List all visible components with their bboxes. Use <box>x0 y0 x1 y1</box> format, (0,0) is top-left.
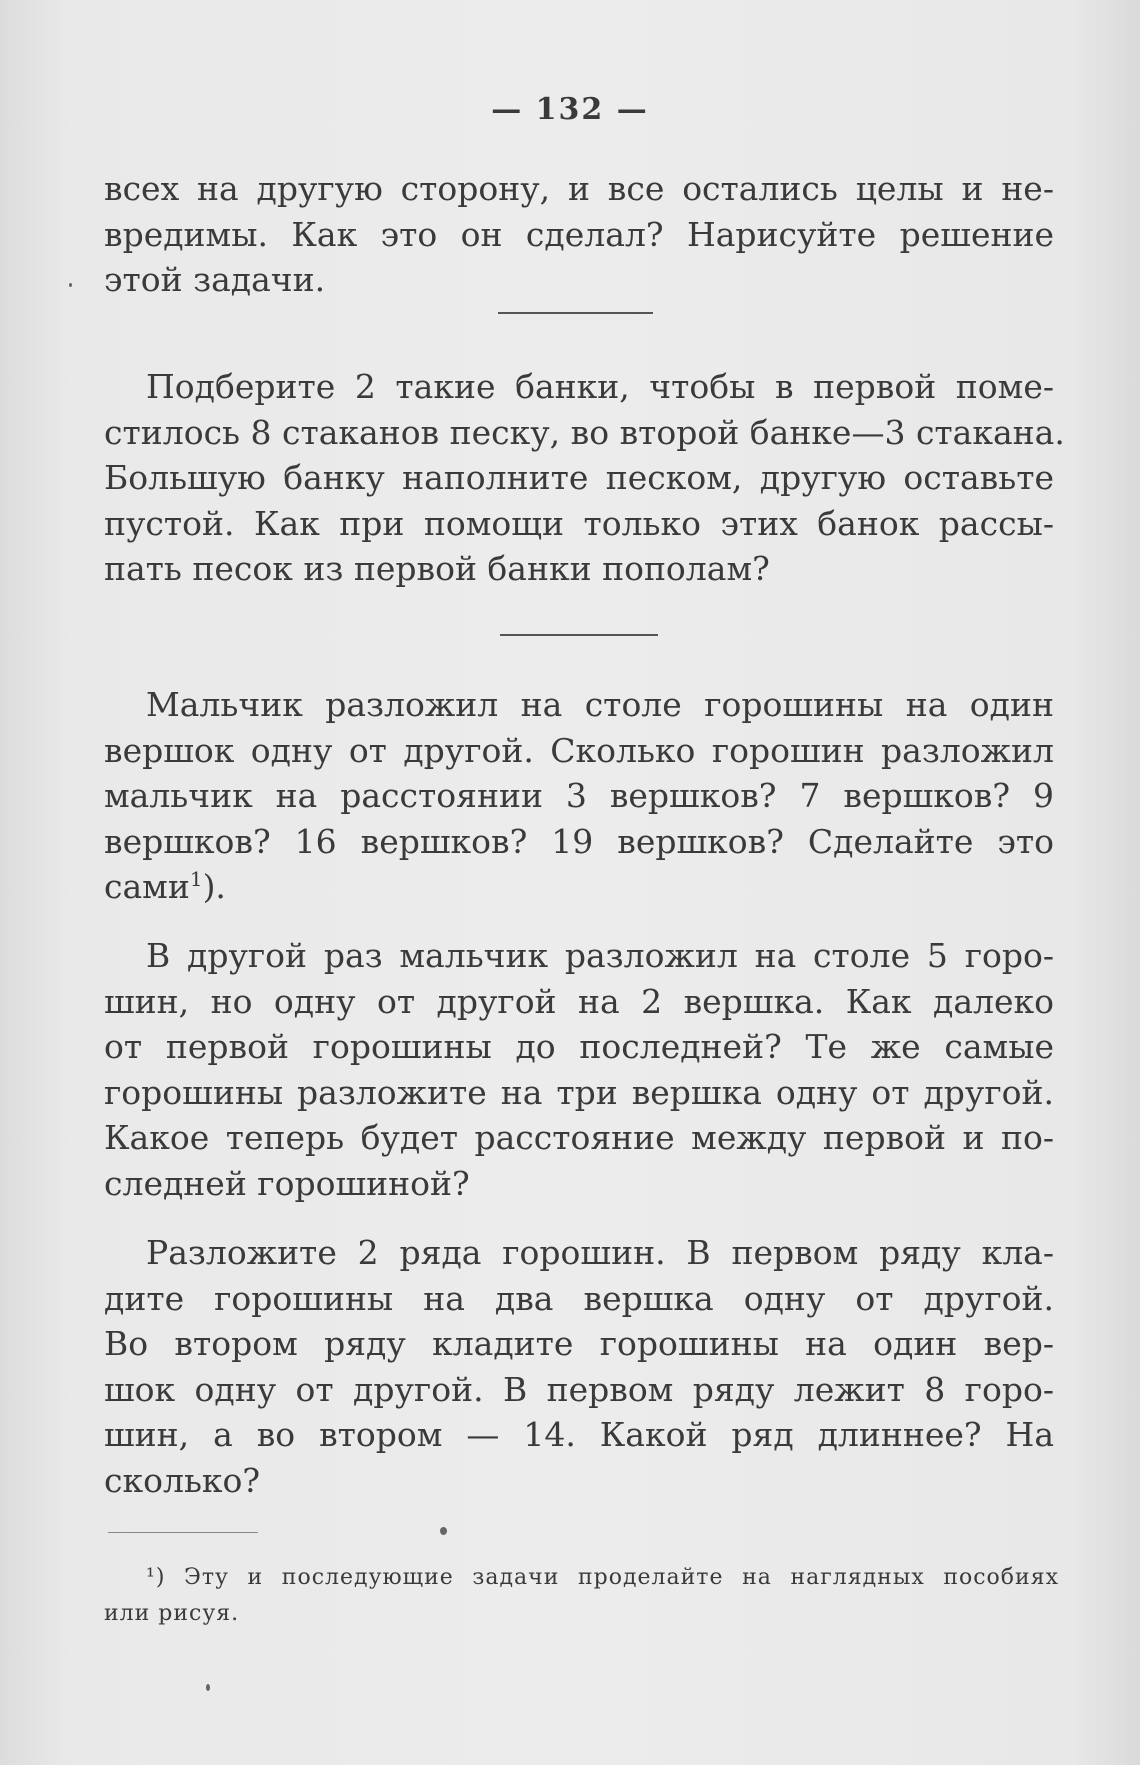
paragraph-two-rows <box>104 1230 1054 1503</box>
text-line: вершков? 16 вершков? 19 вершков? Сделайте это <box>104 821 1054 861</box>
footnote-separator <box>108 1532 258 1533</box>
text-line: мальчик на расстоянии 3 вершков? 7 вершков? 9 <box>104 776 1054 815</box>
text-line: стилось 8 стаканов песку, во второй банке—3 стакана. <box>104 412 1065 452</box>
text-line: Разложите 2 ряда горошин. В первом ряду кла- <box>146 1233 1054 1272</box>
section-divider <box>498 312 653 314</box>
text-line: Мальчик разложил на столе горошины на один <box>146 685 1054 724</box>
print-speck <box>206 1684 210 1691</box>
text-line: горошины разложите на три вершка одну от другой. <box>104 1072 1054 1112</box>
print-speck <box>69 283 72 287</box>
text-line: шин, но одну от другой на 2 вершка. Как далеко <box>104 981 1054 1021</box>
section-divider <box>500 634 658 636</box>
text-line: всех на другую сторону, и все остались целы и не- <box>104 169 1054 208</box>
text-line: пустой. Как при помощи только этих банок рассы- <box>104 503 1054 543</box>
text-line: шок одну от другой. В первом ряду лежит 8 горо- <box>104 1369 1054 1409</box>
text-line: дите горошины на два вершка одну от другой. <box>104 1278 1054 1318</box>
text-line-part: сами <box>104 867 190 906</box>
text-line: вредимы. Как это он сделал? Нарисуйте решение <box>104 214 1054 254</box>
paragraph-peas-two-vershok <box>104 933 1054 1206</box>
text-line: следней горошиной? <box>104 1163 470 1203</box>
text-line: сколько? <box>104 1460 261 1500</box>
text-line: В другой раз мальчик разложил на столе 5 горо- <box>146 936 1054 975</box>
text-line-end: ). <box>202 867 226 906</box>
text-line: пать песок из первой банки пополам? <box>104 549 770 588</box>
page-number: — 132 — <box>491 92 649 127</box>
footnote-mark: 1 <box>189 867 203 891</box>
text-line: Во втором ряду кладите горошины на один вер- <box>104 1324 1054 1363</box>
paragraph-peas-one-vershok <box>104 682 1054 910</box>
footnote-line: или рисуя. <box>104 1601 240 1626</box>
footnote-line: ¹) Эту и последующие задачи проделайте на наглядных пособиях <box>146 1565 1059 1590</box>
text-line: шин, а во втором — 14. Какой ряд длиннее? На <box>104 1415 1054 1454</box>
text-line: от первой горошины до последней? Те же самые <box>104 1027 1054 1066</box>
paragraph-sand-jars <box>104 364 1065 592</box>
paragraph-continuation <box>104 166 1054 303</box>
text-line: Какое теперь будет расстояние между первой и по- <box>104 1118 1054 1157</box>
text-line: Большую банку наполните песком, другую оставьте <box>104 458 1054 497</box>
text-line: вершок одну от другой. Сколько горошин разложил <box>104 730 1054 770</box>
footnote <box>104 1560 1059 1632</box>
print-speck <box>440 1527 447 1535</box>
text-line: Подберите 2 такие банки, чтобы в первой поме- <box>146 367 1054 406</box>
text-line: этой задачи. <box>104 260 326 299</box>
text-line <box>104 864 1054 910</box>
